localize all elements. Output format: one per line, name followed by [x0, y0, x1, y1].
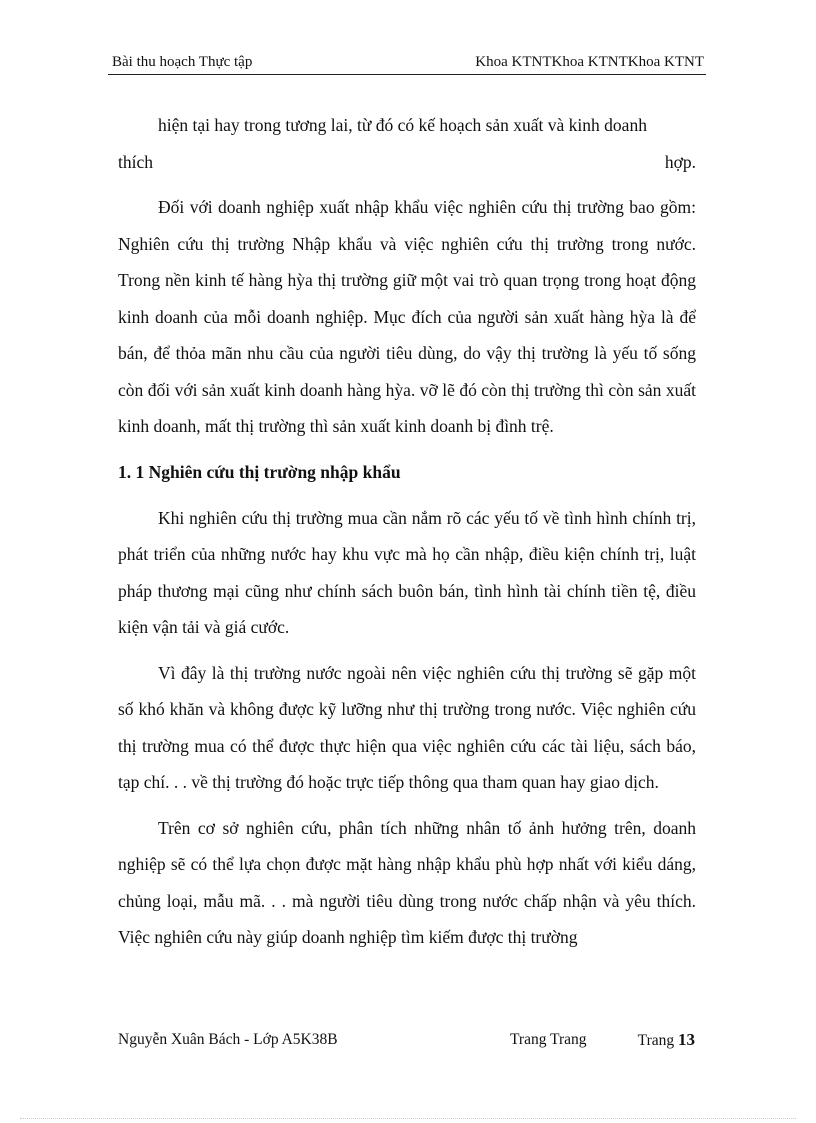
- header-title: Bài thu hoạch Thực tập: [112, 54, 253, 70]
- paragraph-line: hiện tại hay trong tương lai, từ đó có kế hoạch sản xuất và kinh doanh: [158, 115, 647, 135]
- footer-page-text: Trang Trang: [510, 1031, 587, 1048]
- paragraph: Đối với doanh nghiệp xuất nhập khẩu việc nghiên cứu thị trường bao gồm: Nghiên cứu thị trường Nhập khẩu và việc nghiên cứu thị trường trong nước. Trong nền kinh tế hàng hỳa thị trường giữ một vai trò quan trọng trong hoạt động kinh doanh của mỗi doanh nghiệp. Mục đích của người sản xuất hàng hỳa là để bán, để thỏa mãn nhu cầu của người tiêu dùng, do vậy thị trường là yếu tố sống còn đối với sản xuất kinh doanh hàng hỳa. vỡ lẽ đó còn thị trường thì còn sản xuất kinh doanh, mất thị trường thì sản xuất kinh doanh bị đình trệ.: [118, 197, 696, 436]
- page-header: [108, 52, 706, 75]
- page-label: Trang: [637, 1032, 675, 1049]
- header-department: Khoa KTNTKhoa KTNTKhoa KTNT: [475, 54, 704, 70]
- paragraph: Khi nghiên cứu thị trường mua cần nắm rõ các yếu tố về tình hình chính trị, phát triển của những nước hay khu vực mà họ cần nhập, điều kiện chính trị, luật pháp thương mại cũng như chính sách buôn bán, tình hình tài chính tiền tệ, điều kiện vận tải và giá cước.: [118, 507, 696, 637]
- footer-page-number: [638, 1028, 695, 1053]
- document-body: [118, 107, 696, 965]
- paragraph-word: hợp.: [664, 151, 696, 172]
- paragraph: [118, 107, 696, 144]
- page-edge-divider: [20, 1118, 796, 1119]
- page-number: 13: [678, 1030, 695, 1049]
- page-footer: [118, 1028, 698, 1052]
- paragraph-word: thích: [118, 151, 153, 172]
- paragraph-last-line: [118, 144, 696, 181]
- section-heading: 1. 1 Nghiên cứu thị trường nhập khẩu: [118, 461, 401, 482]
- footer-author: Nguyễn Xuân Bách - Lớp A5K38B: [118, 1031, 338, 1048]
- paragraph: Trên cơ sở nghiên cứu, phân tích những nhân tố ảnh hưởng trên, doanh nghiệp sẽ có thể lựa chọn được mặt hàng nhập khẩu phù hợp nhất với kiểu dáng, chủng loại, mẫu mã. . . mà người tiêu dùng trong nước chấp nhận và yêu thích. Việc nghiên cứu này giúp doanh nghiệp tìm kiếm được thị trường: [118, 817, 696, 947]
- paragraph: Vì đây là thị trường nước ngoài nên việc nghiên cứu thị trường sẽ gặp một số khó khăn và không được kỹ lưỡng như thị trường trong nước. Việc nghiên cứu thị trường mua có thể được thực hiện qua việc nghiên cứu các tài liệu, sách báo, tạp chí. . . về thị trường đó hoặc trực tiếp thông qua tham quan hay giao dịch.: [118, 662, 696, 792]
